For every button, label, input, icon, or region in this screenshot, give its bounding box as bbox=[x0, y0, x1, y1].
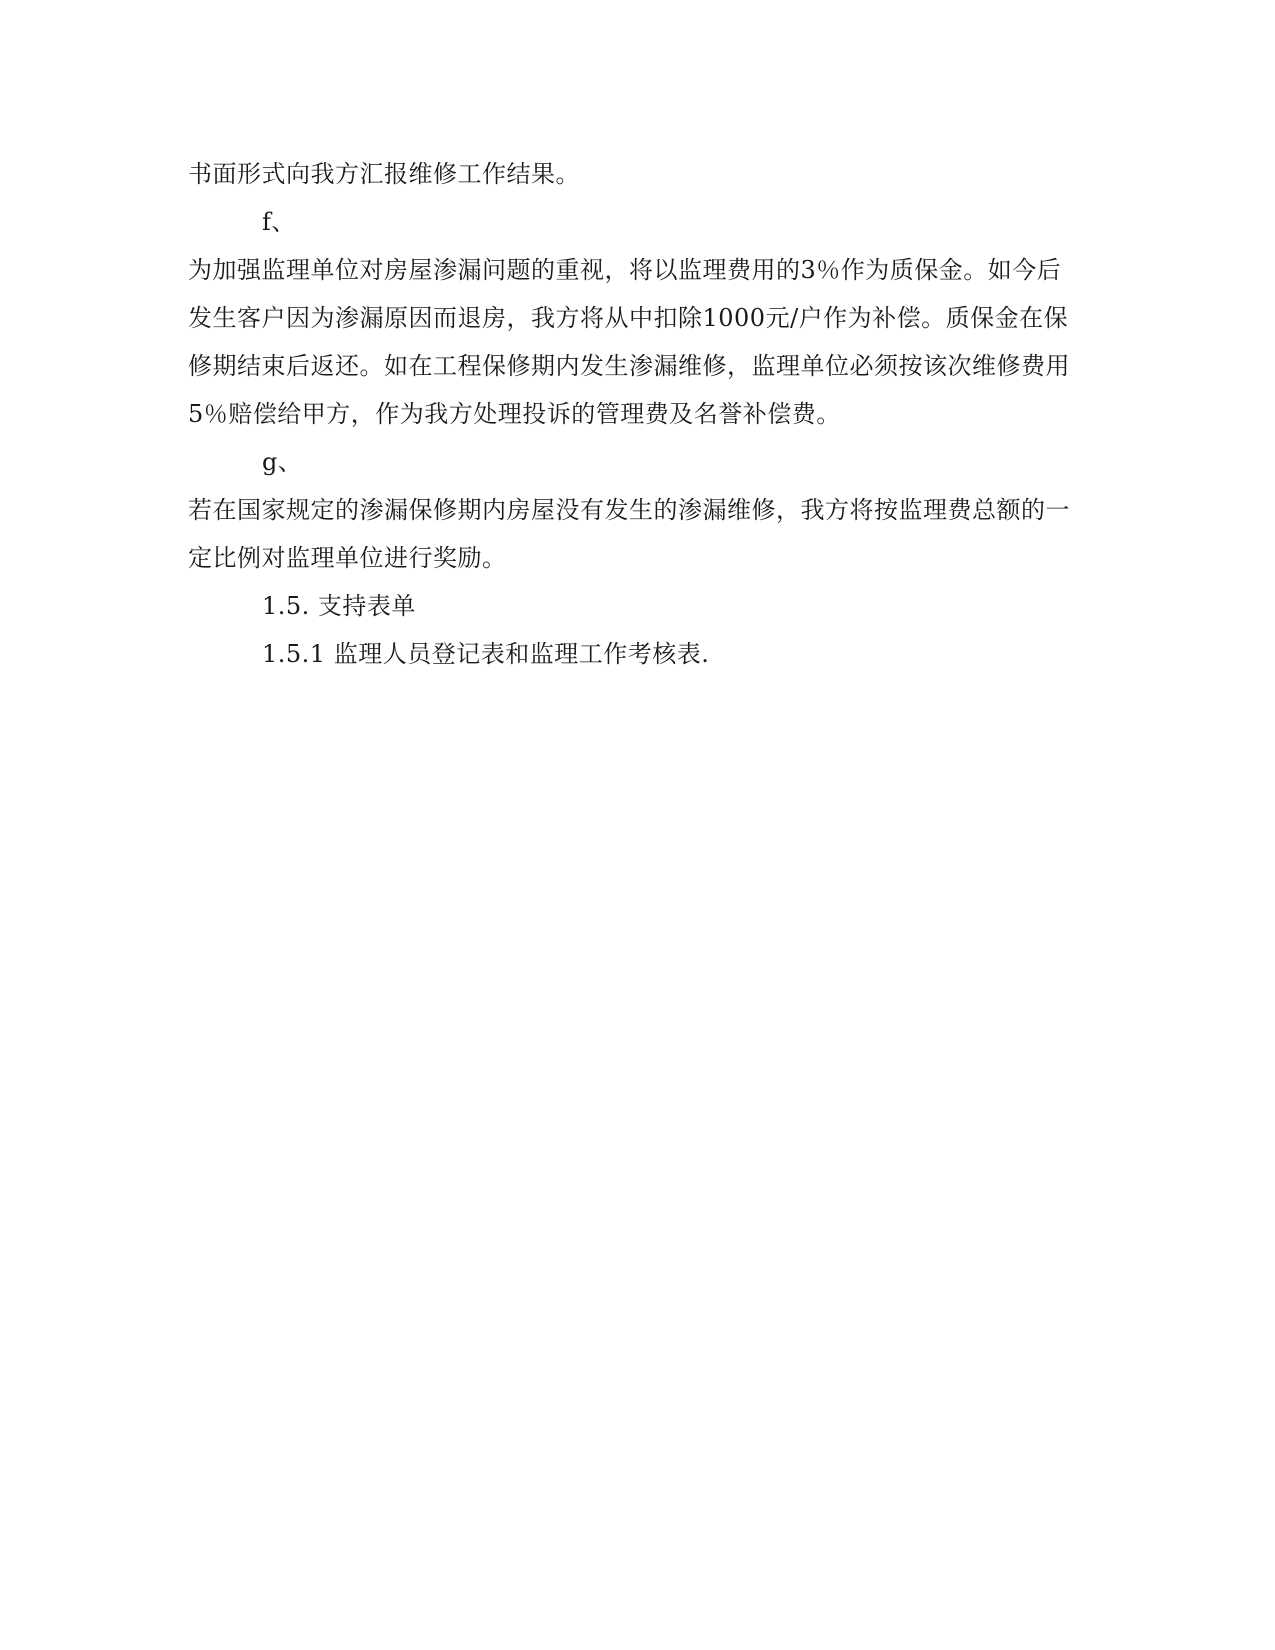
item-marker-f: f、 bbox=[262, 208, 296, 236]
paragraph-line: 书面形式向我方汇报维修工作结果。 bbox=[188, 160, 580, 188]
paragraph-line: 修期结束后返还。如在工程保修期内发生渗漏维修，监理单位必须按该次维修费用 bbox=[188, 352, 1070, 380]
paragraph-line: 定比例对监理单位进行奖励。 bbox=[188, 544, 507, 572]
item-marker-g: g、 bbox=[262, 448, 303, 476]
paragraph-line: 为加强监理单位对房屋渗漏问题的重视，将以监理费用的3％作为质保金。如今后 bbox=[188, 256, 1062, 284]
paragraph-line: 若在国家规定的渗漏保修期内房屋没有发生的渗漏维修，我方将按监理费总额的一 bbox=[188, 496, 1070, 524]
section-heading: 1.5. 支持表单 bbox=[262, 592, 416, 620]
paragraph-line: 5％赔偿给甲方，作为我方处理投诉的管理费及名誉补偿费。 bbox=[188, 400, 841, 428]
paragraph-line: 发生客户因为渗漏原因而退房，我方将从中扣除1000元/户作为补偿。质保金在保 bbox=[188, 304, 1069, 332]
subsection-heading: 1.5.1 监理人员登记表和监理工作考核表. bbox=[262, 640, 710, 668]
